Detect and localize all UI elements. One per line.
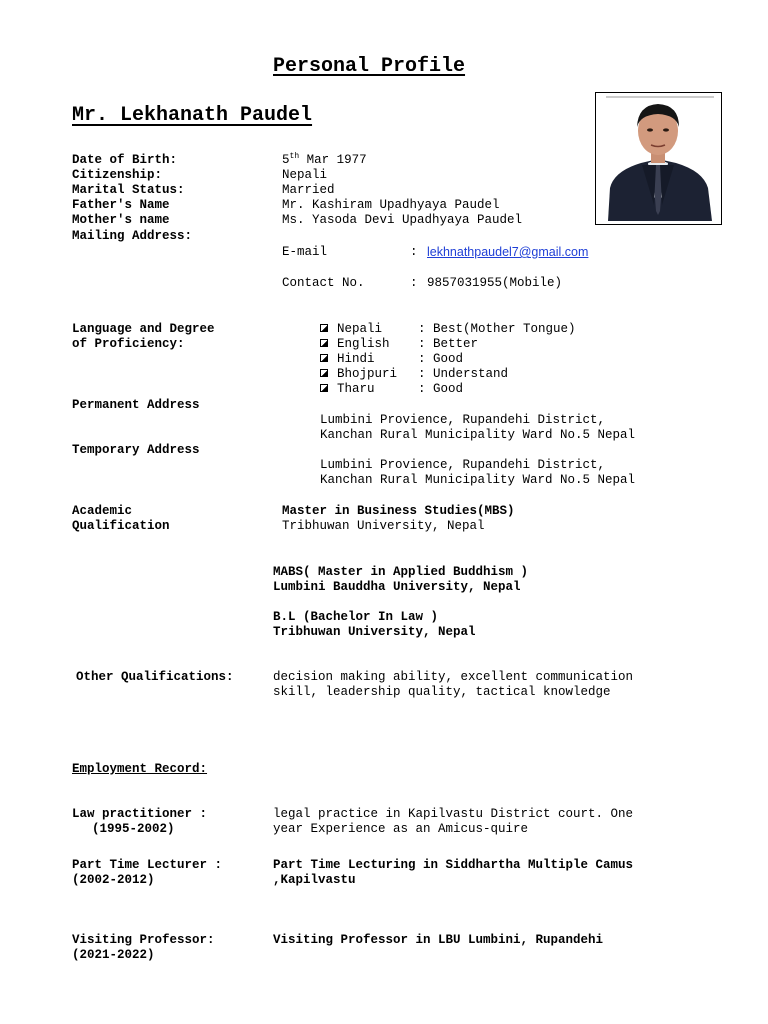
language-label-line2: of Proficiency:	[72, 337, 185, 351]
permanent-address-line1: Lumbini Provience, Rupandehi District,	[320, 413, 606, 427]
academic-degree: MABS( Master in Applied Buddhism )	[273, 565, 529, 579]
mailing-address-label: Mailing Address:	[72, 229, 193, 243]
mother-name-label: Mother's name	[72, 213, 170, 227]
employment-description: Visiting Professor in LBU Lumbini, Rupandehi	[273, 933, 604, 947]
checkbox-bullet-icon	[320, 324, 328, 332]
employment-role: Law practitioner :	[72, 807, 208, 821]
phone-value: 9857031955(Mobile)	[427, 276, 563, 290]
language-item: English : Better	[320, 337, 478, 352]
temporary-address-line1: Lumbini Provience, Rupandehi District,	[320, 458, 606, 472]
academic-institution: Tribhuwan University, Nepal	[282, 519, 485, 533]
email-link[interactable]: lekhnathpaudel7@gmail.com	[427, 245, 589, 259]
employment-role: Part Time Lecturer :	[72, 858, 223, 872]
temporary-address-label: Temporary Address	[72, 443, 200, 457]
dob-label: Date of Birth:	[72, 153, 178, 167]
other-qualifications-line1: decision making ability, excellent communication	[273, 670, 634, 684]
language-item: Nepali : Best(Mother Tongue)	[320, 322, 576, 337]
other-qualifications-line2: skill, leadership quality, tactical knowledge	[273, 685, 611, 699]
profile-photo	[595, 92, 722, 225]
father-name-value: Mr. Kashiram Upadhyaya Paudel	[282, 198, 500, 212]
person-photo-icon	[596, 93, 721, 224]
citizenship-label: Citizenship:	[72, 168, 163, 182]
academic-institution: Lumbini Bauddha University, Nepal	[273, 580, 521, 594]
employment-description: Part Time Lecturing in Siddhartha Multiple Camus	[273, 858, 634, 872]
employment-period: (2021-2022)	[72, 948, 155, 962]
father-name-label: Father's Name	[72, 198, 170, 212]
language-label-line1: Language and Degree	[72, 322, 215, 336]
permanent-address-label: Permanent Address	[72, 398, 200, 412]
employment-description: ,Kapilvastu	[273, 873, 356, 887]
other-qualifications-label: Other Qualifications:	[76, 670, 234, 684]
academic-degree: Master in Business Studies(MBS)	[282, 504, 515, 518]
academic-label-line1: Academic	[72, 504, 133, 518]
email-colon: :	[410, 245, 418, 259]
language-item: Hindi : Good	[320, 352, 463, 367]
checkbox-bullet-icon	[320, 354, 328, 362]
employment-description: legal practice in Kapilvastu District court. One	[273, 807, 634, 821]
language-item: Tharu : Good	[320, 382, 463, 397]
employment-period: (2002-2012)	[72, 873, 155, 887]
page-title: Personal Profile	[273, 55, 466, 78]
marital-status-label: Marital Status:	[72, 183, 185, 197]
permanent-address-line2: Kanchan Rural Municipality Ward No.5 Nepal	[320, 428, 636, 442]
employment-description: year Experience as an Amicus-quire	[273, 822, 529, 836]
academic-institution: Tribhuwan University, Nepal	[273, 625, 476, 639]
language-item: Bhojpuri : Understand	[320, 367, 508, 382]
checkbox-bullet-icon	[320, 339, 328, 347]
temporary-address-line2: Kanchan Rural Municipality Ward No.5 Nepal	[320, 473, 636, 487]
mother-name-value: Ms. Yasoda Devi Upadhyaya Paudel	[282, 213, 523, 227]
marital-status-value: Married	[282, 183, 335, 197]
employment-heading: Employment Record:	[72, 762, 208, 776]
checkbox-bullet-icon	[320, 384, 328, 392]
phone-label: Contact No.	[282, 276, 365, 290]
citizenship-value: Nepali	[282, 168, 328, 182]
person-name: Mr. Lekhanath Paudel	[72, 104, 313, 127]
checkbox-bullet-icon	[320, 369, 328, 377]
academic-label-line2: Qualification	[72, 519, 170, 533]
employment-period: (1995-2002)	[92, 822, 175, 836]
employment-role: Visiting Professor:	[72, 933, 215, 947]
email-label: E-mail	[282, 245, 328, 259]
dob-value: 5th Mar 1977	[282, 151, 367, 167]
phone-colon: :	[410, 276, 418, 290]
academic-degree: B.L (Bachelor In Law )	[273, 610, 439, 624]
